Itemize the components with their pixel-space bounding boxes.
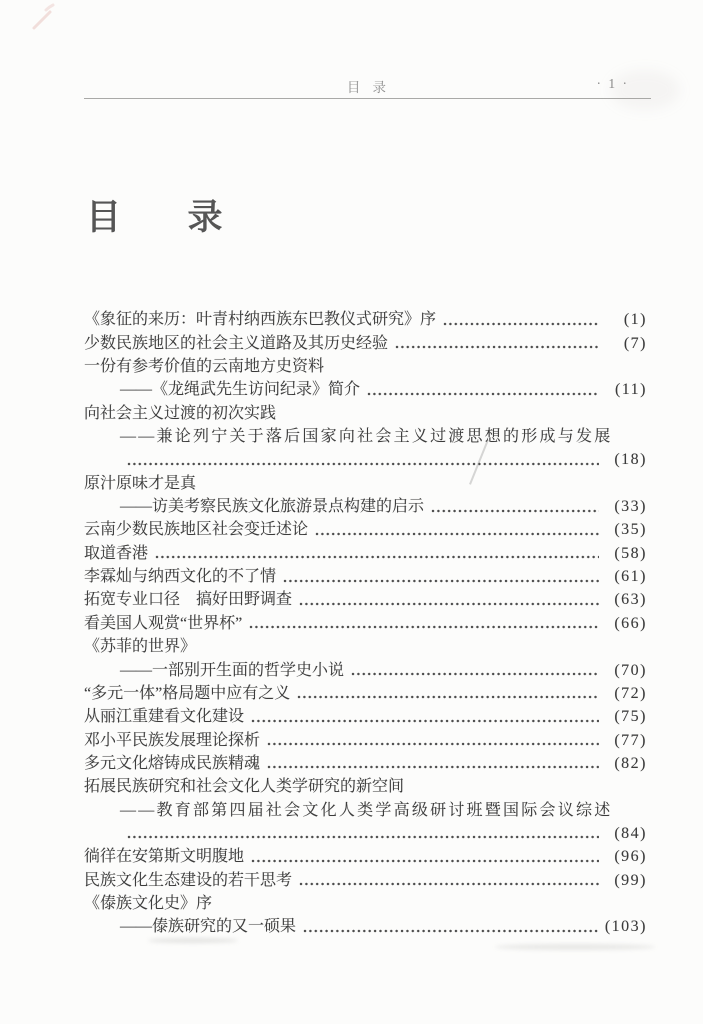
toc-entry-page-number: (7) (623, 334, 647, 352)
toc-entry (84, 564, 647, 587)
running-header-page-number: · 1 · (596, 76, 629, 91)
toc-entry-page-number: (33) (614, 498, 647, 516)
dot-leader (367, 377, 599, 400)
toc-entry-title: 拓宽专业口径 搞好田野调查 (84, 591, 293, 609)
scan-smudge (495, 944, 655, 950)
dot-leader (251, 844, 599, 867)
toc-entry-title: ——访美考察民族文化旅游景点构建的启示 (120, 498, 425, 516)
toc-entry-title: ——一部别开生面的哲学史小说 (120, 661, 345, 679)
dot-leader (251, 704, 599, 727)
toc-entry (84, 727, 647, 750)
toc-entry (84, 681, 647, 704)
toc-entry-title: ——傣族研究的又一硕果 (120, 918, 297, 936)
dot-leader (395, 330, 599, 353)
toc-entry-page-number: (11) (614, 381, 647, 399)
toc-entry-title: 邓小平民族发展理论探析 (84, 731, 261, 749)
running-header (86, 76, 647, 94)
toc-entry-page-number: (99) (614, 871, 647, 889)
toc-entry-page-number: (18) (614, 451, 647, 469)
page-title: 目 录 (86, 198, 239, 237)
toc-entry (84, 867, 647, 890)
toc-entry-page-number: (103) (604, 918, 647, 936)
toc-entry (84, 610, 647, 633)
toc-entry-page-number: (66) (614, 614, 647, 632)
dot-leader (267, 727, 599, 750)
toc-entry-title: 《象征的来历：叶青村纳西族东巴教仪式研究》序 (84, 311, 437, 329)
toc-entry-page-number: (35) (614, 521, 647, 539)
toc-list (84, 307, 647, 937)
toc-entry-title: 《苏菲的世界》 (84, 638, 197, 656)
toc-entry (84, 657, 647, 680)
toc-entry-title: 拓展民族研究和社会文化人类学研究的新空间 (84, 778, 405, 796)
toc-entry (84, 377, 647, 400)
toc-entry-title: 向社会主义过渡的初次实践 (84, 404, 277, 422)
dot-leader (155, 540, 599, 563)
toc-entry-title: “多元一体”格局题中应有之义 (84, 684, 291, 702)
toc-entry (84, 424, 647, 447)
toc-entry (84, 704, 647, 727)
toc-entry (84, 891, 647, 914)
toc-entry-title: 一份有参考价值的云南地方史资料 (84, 358, 325, 376)
toc-entry-page-number: (96) (614, 848, 647, 866)
dot-leader (303, 914, 599, 937)
toc-entry (84, 587, 647, 610)
toc-entry-title: ——《龙绳武先生访问纪录》简介 (120, 381, 361, 399)
toc-entry-page-number: (77) (614, 731, 647, 749)
toc-entry-title: 取道香港 (84, 544, 149, 562)
toc-entry (84, 914, 647, 937)
toc-entry-page-number: (1) (623, 311, 647, 329)
running-header-title: 目录 (346, 80, 399, 95)
dot-leader (299, 867, 599, 890)
toc-entry-page-number: (63) (614, 591, 647, 609)
toc-entry (84, 797, 647, 820)
dot-leader (297, 681, 599, 704)
toc-entry (84, 540, 647, 563)
toc-entry (84, 774, 647, 797)
toc-entry-page-number: (75) (614, 708, 647, 726)
dot-leader (127, 821, 599, 844)
toc-entry-title: 云南少数民族地区社会变迁述论 (84, 521, 309, 539)
scan-smudge (148, 938, 238, 943)
toc-entry-title: 多元文化熔铸成民族精魂 (84, 754, 261, 772)
toc-entry (84, 494, 647, 517)
toc-entry-title: 李霖灿与纳西文化的不了情 (84, 568, 277, 586)
dot-leader (443, 307, 599, 330)
toc-entry-title: 原汁原味才是真 (84, 474, 197, 492)
header-rule (84, 98, 651, 99)
dot-leader (283, 564, 599, 587)
toc-entry-title: ——教育部第四届社会文化人类学高级研讨班暨国际会议综述 (120, 801, 613, 819)
toc-entry-title: ——兼论列宁关于落后国家向社会主义过渡思想的形成与发展 (120, 428, 613, 446)
toc-entry (84, 821, 647, 844)
toc-entry (84, 354, 647, 377)
toc-entry-page-number: (58) (614, 544, 647, 562)
toc-entry (84, 634, 647, 657)
toc-entry (84, 307, 647, 330)
dot-leader (431, 494, 599, 517)
dot-leader (315, 517, 599, 540)
toc-entry-page-number: (82) (614, 754, 647, 772)
toc-entry-title: 徜徉在安第斯文明腹地 (84, 848, 245, 866)
dot-leader (267, 751, 599, 774)
toc-entry-page-number: (84) (614, 824, 647, 842)
toc-entry-title: 少数民族地区的社会主义道路及其历史经验 (84, 334, 389, 352)
toc-entry (84, 330, 647, 353)
toc-entry-title: 民族文化生态建设的若干思考 (84, 871, 293, 889)
toc-entry-title: 从丽江重建看文化建设 (84, 708, 245, 726)
toc-entry (84, 400, 647, 423)
toc-entry (84, 517, 647, 540)
dot-leader (351, 657, 599, 680)
toc-entry (84, 470, 647, 493)
dot-leader (249, 610, 599, 633)
dot-leader (299, 587, 599, 610)
toc-entry-page-number: (61) (614, 568, 647, 586)
toc-entry (84, 447, 647, 470)
toc-entry (84, 751, 647, 774)
toc-entry-page-number: (70) (614, 661, 647, 679)
toc-entry-page-number: (72) (614, 684, 647, 702)
dot-leader (127, 447, 599, 470)
toc-entry-title: 看美国人观赏“世界杯” (84, 614, 243, 632)
toc-entry-title: 《傣族文化史》序 (84, 894, 213, 912)
red-pen-scribble-mark (20, 0, 80, 50)
toc-entry (84, 844, 647, 867)
